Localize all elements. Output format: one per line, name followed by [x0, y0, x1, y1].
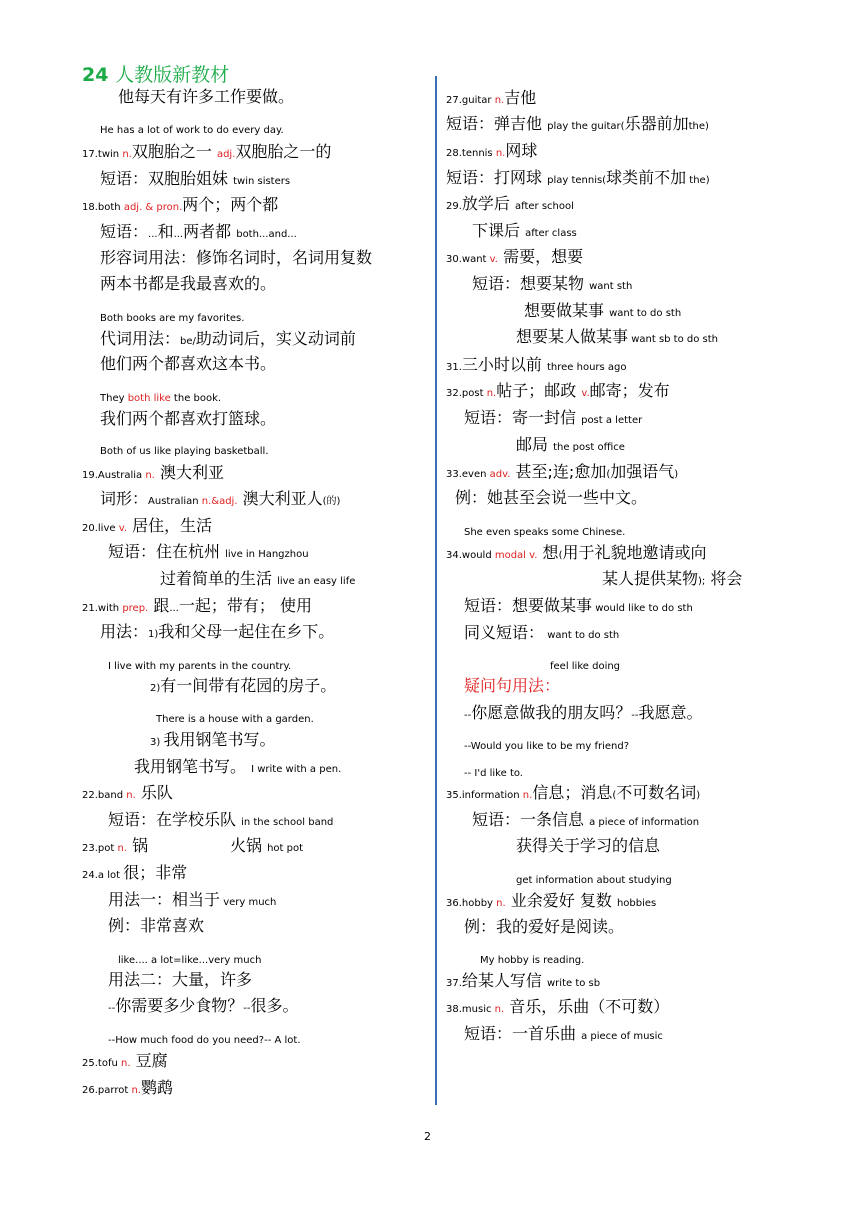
line-text: 34.would — [446, 550, 495, 561]
line-text: 27.guitar — [446, 95, 495, 106]
line-text: 17.twin — [82, 149, 123, 160]
line-text: 30.want — [446, 254, 490, 265]
left-line — [82, 465, 224, 481]
line-text: ... — [148, 229, 158, 240]
right-line — [446, 170, 710, 186]
line-text: 用法二：大量，许多 — [108, 970, 253, 989]
right-line — [516, 437, 625, 453]
line-text: 32.post — [446, 388, 487, 399]
line-text: 澳大利亚 — [154, 463, 224, 482]
line-text: ); — [698, 576, 706, 587]
line-text: They — [100, 393, 128, 404]
line-text: I live with my parents in the country. — [108, 661, 292, 672]
line-text: live in Hangzhou — [225, 549, 309, 560]
right-line — [446, 249, 583, 265]
line-text: 他们两个都喜欢这本书。 — [100, 354, 277, 373]
line-text: get information about studying — [516, 875, 672, 886]
right-line — [446, 785, 700, 801]
line-text: 甚至;连;愈加 — [510, 462, 607, 481]
line-text: ) — [696, 790, 701, 801]
line-text: 鹦鹉 — [140, 1078, 173, 1097]
line-text: 28.tennis — [446, 148, 496, 159]
line-text: 火锅 — [230, 836, 268, 855]
left-line — [108, 918, 204, 934]
right-line — [455, 490, 647, 506]
line-text: 18.both — [82, 202, 124, 213]
left-line — [160, 571, 355, 587]
left-line — [100, 491, 340, 507]
left-line — [100, 356, 276, 372]
line-text: both...and... — [236, 229, 297, 240]
line-text: very much — [220, 897, 277, 908]
line-text: There is a house with a garden. — [156, 714, 314, 725]
line-text: play tennis( — [547, 175, 607, 186]
right-line — [464, 1026, 663, 1042]
line-text: 短语：在学校乐队 — [108, 810, 242, 829]
left-line — [134, 759, 341, 775]
line-text: 获得关于学习的信息 — [516, 836, 661, 855]
right-line — [446, 196, 574, 212]
line-text: play the guitar( — [547, 121, 625, 132]
line-text: 澳大利亚人 — [237, 489, 323, 508]
line-text: 双胞胎之一 — [131, 142, 217, 161]
line-text: 2) — [150, 683, 161, 694]
line-text: after class — [525, 228, 577, 239]
line-text: 37. — [446, 978, 462, 989]
line-text: n. — [496, 898, 506, 909]
line-text: 下课后 — [472, 221, 526, 240]
line-text: the) — [686, 175, 710, 186]
line-text: 形容词用法：修饰名词时，名词用复数 — [100, 248, 373, 267]
line-text: -- — [464, 710, 472, 721]
left-line — [108, 544, 309, 560]
line-text: n. — [494, 95, 505, 106]
line-text: -- I'd like to. — [464, 768, 523, 779]
line-text: like.... a lot=like...very much — [118, 955, 262, 966]
left-line — [82, 197, 278, 213]
line-text: 38.music — [446, 1004, 495, 1015]
line-text: --Would you like to be my friend? — [464, 741, 630, 752]
line-text: 我愿意。 — [638, 703, 703, 722]
line-text: 锅 — [127, 836, 149, 855]
line-text: 我用钢笔书写。 — [163, 730, 276, 749]
line-text: would like to do sth — [592, 603, 693, 614]
left-line — [82, 518, 212, 534]
line-text: 加强语气 — [610, 462, 675, 481]
line-text: three hours ago — [547, 362, 627, 373]
left-line — [100, 171, 290, 187]
line-text: -- — [243, 1003, 251, 1014]
line-text: n. — [495, 148, 506, 159]
line-text: n. — [494, 1004, 505, 1015]
left-line — [100, 441, 269, 457]
line-text: twin sisters — [233, 176, 291, 187]
left-line — [100, 224, 297, 240]
line-text: v. — [581, 388, 590, 399]
left-line — [108, 972, 252, 988]
line-text: 给某人写信 — [461, 971, 547, 990]
line-text: 31. — [446, 362, 462, 373]
line-text: 25.tofu — [82, 1058, 121, 1069]
right-line — [464, 410, 642, 426]
line-text: 不可数名词 — [616, 783, 697, 802]
line-text: 一起；带有； 使用 — [178, 596, 312, 615]
line-text: ( — [606, 469, 611, 480]
line-text: 我和父母一起住在乡下。 — [158, 622, 335, 641]
line-text: He has a lot of work to do every day. — [100, 125, 284, 136]
line-text: n. — [120, 1058, 131, 1069]
line-text: v. — [118, 523, 128, 534]
line-text: 两者都 — [183, 222, 237, 241]
line-text: 业余爱好 复数 — [505, 891, 617, 910]
line-text: 20.live — [82, 523, 119, 534]
line-text: 邮寄；发布 — [589, 381, 670, 400]
right-line — [446, 116, 709, 132]
left-line — [108, 812, 333, 828]
line-text: 想 — [537, 543, 559, 562]
line-text: 同义短语： — [464, 623, 545, 642]
line-text: 26.parrot — [82, 1085, 132, 1096]
line-text: be/ — [180, 336, 196, 347]
left-line — [108, 656, 291, 672]
line-text: 乐器前加 — [624, 114, 689, 133]
line-text: 用于礼貌地邀请或向 — [562, 543, 707, 562]
line-text: adv. — [489, 469, 511, 480]
left-line — [82, 838, 148, 854]
right-line — [472, 812, 699, 828]
line-text: Both books are my favorites. — [100, 313, 245, 324]
left-line — [100, 388, 221, 404]
right-line — [480, 950, 584, 966]
line-text: 35.information — [446, 790, 523, 801]
line-text: ( — [558, 550, 563, 561]
line-text: in the school band — [241, 817, 334, 828]
line-text: modal v. — [494, 550, 538, 561]
left-line — [100, 411, 276, 427]
line-text: 短语：住在杭州 — [108, 542, 226, 561]
line-text: 豆腐 — [130, 1051, 168, 1070]
line-text: 助动词后，实义动词前 — [195, 329, 356, 348]
line-text: v. — [489, 254, 498, 265]
line-text: 21.with — [82, 603, 123, 614]
line-text: 19.Australia — [82, 470, 146, 481]
right-line — [446, 357, 627, 373]
line-text: 例：非常喜欢 — [108, 916, 205, 935]
line-text: n. — [131, 1085, 141, 1096]
line-text: 短语：一条信息 — [472, 810, 590, 829]
line-text: 两本书都是我最喜欢的。 — [100, 274, 277, 293]
line-text: the post office — [553, 442, 625, 453]
line-text: 帖子；邮政 — [496, 381, 582, 400]
left-line — [108, 892, 276, 908]
line-text: Australian — [148, 496, 202, 507]
line-text: 过着简单的生活 — [160, 569, 278, 588]
line-text: n. — [486, 388, 497, 399]
left-line — [156, 709, 314, 725]
line-text: (的) — [322, 496, 341, 507]
line-text: 代词用法： — [100, 329, 181, 348]
line-text: want to do sth — [609, 308, 682, 319]
line-text: ) — [674, 469, 679, 480]
right-line — [464, 625, 619, 641]
right-line — [464, 522, 625, 538]
right-line — [464, 598, 693, 614]
line-text: -- — [108, 1003, 116, 1014]
line-text: 乐队 — [135, 783, 173, 802]
left-line — [82, 785, 173, 801]
line-text: -- — [631, 710, 639, 721]
title-text: 人教版新教材 — [115, 64, 230, 86]
line-text: 29. — [446, 201, 462, 212]
right-line — [446, 973, 600, 989]
left-line — [82, 1080, 173, 1096]
line-text: both like — [127, 393, 171, 404]
line-text: want sth — [589, 281, 633, 292]
line-text: 某人提供某物 — [602, 569, 699, 588]
left-line — [150, 678, 336, 694]
right-line — [464, 736, 629, 752]
line-text: want to do sth — [544, 630, 620, 641]
line-text: live an easy life — [277, 576, 356, 587]
line-text: 短语：双胞胎姐妹 — [100, 169, 234, 188]
right-line — [516, 870, 672, 886]
line-text: 球类前不加 — [606, 168, 687, 187]
line-text: the) — [688, 121, 709, 132]
line-text: 你愿意做我的朋友吗？ — [471, 703, 632, 722]
line-text: 短语：一首乐曲 — [464, 1024, 582, 1043]
left-line — [82, 865, 187, 881]
right-line — [516, 329, 718, 345]
line-text: 吉他 — [504, 88, 537, 107]
title-number: 24 — [82, 64, 109, 86]
line-text: 短语：打网球 — [446, 168, 548, 187]
line-text: 我们两个都喜欢打篮球。 — [100, 409, 277, 428]
line-text: 网球 — [505, 141, 538, 160]
line-text: 音乐，乐曲（不可数） — [504, 997, 670, 1016]
line-text: 我用钢笔书写。 — [134, 757, 252, 776]
left-line — [150, 732, 275, 748]
line-text: 短语：弹吉他 — [446, 114, 548, 133]
column-divider — [435, 76, 437, 1105]
line-text: n.&adj. — [201, 496, 238, 507]
left-line — [82, 598, 312, 614]
left-line — [100, 250, 372, 266]
line-text: 用法一：相当于 — [108, 890, 221, 909]
left-line — [82, 144, 331, 160]
line-text: n. — [117, 843, 127, 854]
right-line — [446, 999, 669, 1015]
line-text: 36.hobby — [446, 898, 497, 909]
line-text: She even speaks some Chinese. — [464, 527, 626, 538]
line-text: write to sb — [547, 978, 601, 989]
left-line — [118, 89, 294, 105]
line-text: Both of us like playing basketball. — [100, 446, 269, 457]
right-line — [602, 571, 742, 587]
right-line — [524, 303, 681, 319]
line-text: a piece of information — [589, 817, 700, 828]
line-text: n. — [126, 790, 136, 801]
line-text: want sb to do sth — [628, 334, 719, 345]
line-text: adj. — [216, 149, 236, 160]
left-line — [100, 308, 244, 324]
line-text: 想要做某事 — [524, 301, 610, 320]
line-text: 短语：想要某物 — [472, 274, 590, 293]
line-text: 疑问句用法： — [464, 676, 561, 695]
right-line — [446, 464, 678, 480]
line-text: 短语：寄一封信 — [464, 408, 582, 427]
right-line — [516, 838, 660, 854]
left-line — [108, 998, 298, 1014]
right-line — [446, 90, 536, 106]
line-text: 居住，生活 — [127, 516, 213, 535]
left-line — [230, 838, 303, 854]
line-text: n. — [522, 790, 533, 801]
line-text: 双胞胎之一的 — [235, 142, 332, 161]
left-line — [118, 950, 261, 966]
line-text: feel like doing — [550, 661, 621, 672]
right-line — [464, 919, 624, 935]
line-text: 例：我的爱好是阅读。 — [464, 917, 625, 936]
right-line — [464, 763, 523, 779]
right-line — [446, 545, 706, 561]
line-text: n. — [122, 149, 132, 160]
line-text: post a letter — [581, 415, 643, 426]
left-line — [108, 1030, 301, 1046]
line-text: 33.even — [446, 469, 490, 480]
line-text: 用法： — [100, 622, 149, 641]
line-text: 跟 — [148, 596, 170, 615]
line-text: I write with a pen. — [251, 764, 342, 775]
line-text: 他每天有许多工作要做。 — [118, 87, 295, 106]
line-text: n. — [145, 470, 155, 481]
line-text: --How much food do you need?-- A lot. — [108, 1035, 301, 1046]
line-text: 两个；两个都 — [182, 195, 279, 214]
right-line — [464, 678, 560, 694]
right-line — [550, 656, 620, 672]
line-text: 例：她甚至会说一些中文。 — [455, 488, 648, 507]
line-text: 三小时以前 — [461, 355, 547, 374]
left-line — [100, 331, 356, 347]
line-text: adj. & pron. — [123, 202, 183, 213]
left-line — [82, 1053, 168, 1069]
line-text: 将会 — [705, 569, 743, 588]
line-text: 有一间带有花园的房子。 — [160, 676, 337, 695]
right-line — [446, 383, 670, 399]
line-text: 信息；消息 — [532, 783, 613, 802]
right-line — [446, 893, 656, 909]
line-text: prep. — [122, 603, 149, 614]
line-text: ... — [173, 229, 184, 240]
line-text: 1) — [148, 629, 159, 640]
line-text: 24.a lot — [82, 870, 124, 881]
line-text: ( — [612, 790, 617, 801]
line-text: 短语：想要做某事 — [464, 596, 593, 615]
line-text: 想要某人做某事 — [516, 327, 629, 346]
line-text: hot pot — [267, 843, 304, 854]
right-line — [464, 705, 702, 721]
line-text: 邮局 — [516, 435, 554, 454]
line-text: 23.pot — [82, 843, 118, 854]
line-text: 3) — [150, 737, 164, 748]
line-text: My hobby is reading. — [480, 955, 585, 966]
line-text: hobbies — [616, 898, 657, 909]
page-title — [82, 60, 229, 87]
line-text: 和 — [157, 222, 174, 241]
line-text: 需要，想要 — [497, 247, 584, 266]
left-line — [100, 276, 276, 292]
line-text: ... — [169, 603, 179, 614]
line-text: a piece of music — [581, 1031, 663, 1042]
line-text: 很多。 — [250, 996, 299, 1015]
page-number: 2 — [424, 1130, 431, 1143]
line-text: 放学后 — [461, 194, 515, 213]
line-text: the book. — [170, 393, 222, 404]
left-line — [100, 120, 284, 136]
line-text: 很；非常 — [123, 863, 188, 882]
right-line — [472, 276, 632, 292]
right-line — [446, 143, 537, 159]
right-line — [472, 223, 577, 239]
line-text: 22.band — [82, 790, 127, 801]
line-text: 你需要多少食物？ — [115, 996, 244, 1015]
line-text: after school — [515, 201, 574, 212]
left-line — [100, 624, 334, 640]
line-text: 短语： — [100, 222, 149, 241]
line-text: 词形： — [100, 489, 149, 508]
